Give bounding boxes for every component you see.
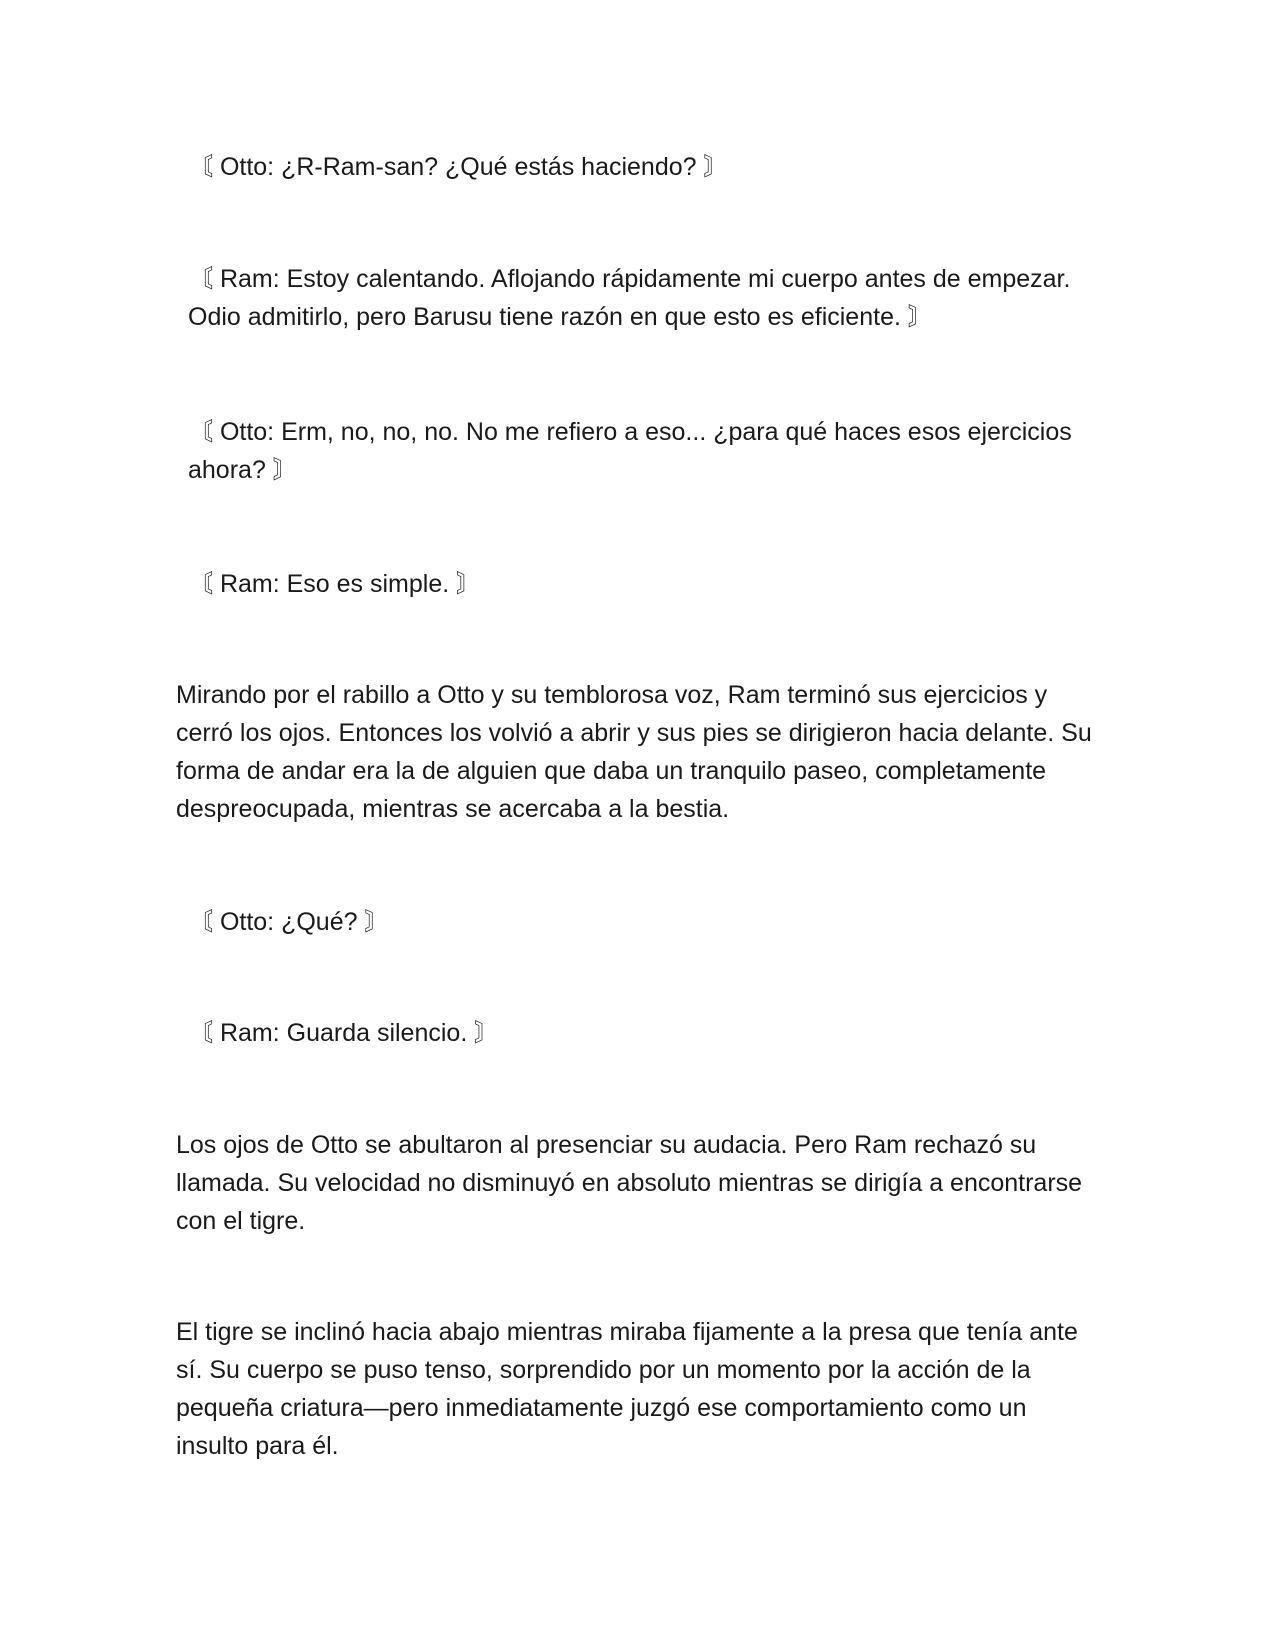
narrative-paragraph-ram-walks: Mirando por el rabillo a Otto y su temblorosa voz, Ram terminó sus ejercicios y cerró los ojos. Entonces los volvió a abrir y sus pies se dirigieron hacia delante. Su forma de andar era la de alguien que daba un tranquilo paseo, completamente despreocupada, mientras se acercaba a la bestia.	[176, 681, 1092, 823]
dialogue-ram-simple: 〘 Ram: Eso es simple. 〙	[188, 570, 482, 598]
dialogue-otto-clarify: 〘 Otto: Erm, no, no, no. No me refiero a eso... ¿para qué haces esos ejercicios ahora? 〙	[188, 418, 1072, 484]
narrative-paragraph-otto-eyes: Los ojos de Otto se abultaron al presenciar su audacia. Pero Ram rechazó su llamada. Su velocidad no disminuyó en absoluto mientras se dirigía a encontrarse con el tigre.	[176, 1131, 1083, 1235]
narrative-paragraph-tiger: El tigre se inclinó hacia abajo mientras miraba fijamente a la presa que tenía ante sí. Su cuerpo se puso tenso, sorprendido por un momento por la acción de la pequeña criatura—pero inmediatamente juzgó ese comportamiento como un insulto para él.	[176, 1318, 1078, 1460]
dialogue-otto-question: 〘 Otto: ¿R-Ram-san? ¿Qué estás haciendo? 〙	[188, 153, 729, 181]
dialogue-ram-silence: 〘 Ram: Guarda silencio. 〙	[188, 1019, 500, 1047]
dialogue-ram-warming-up: 〘 Ram: Estoy calentando. Aflojando rápidamente mi cuerpo antes de empezar. Odio admitirlo, pero Barusu tiene razón en que esto es eficiente. 〙	[188, 265, 1071, 331]
dialogue-otto-what: 〘 Otto: ¿Qué? 〙	[188, 908, 390, 936]
